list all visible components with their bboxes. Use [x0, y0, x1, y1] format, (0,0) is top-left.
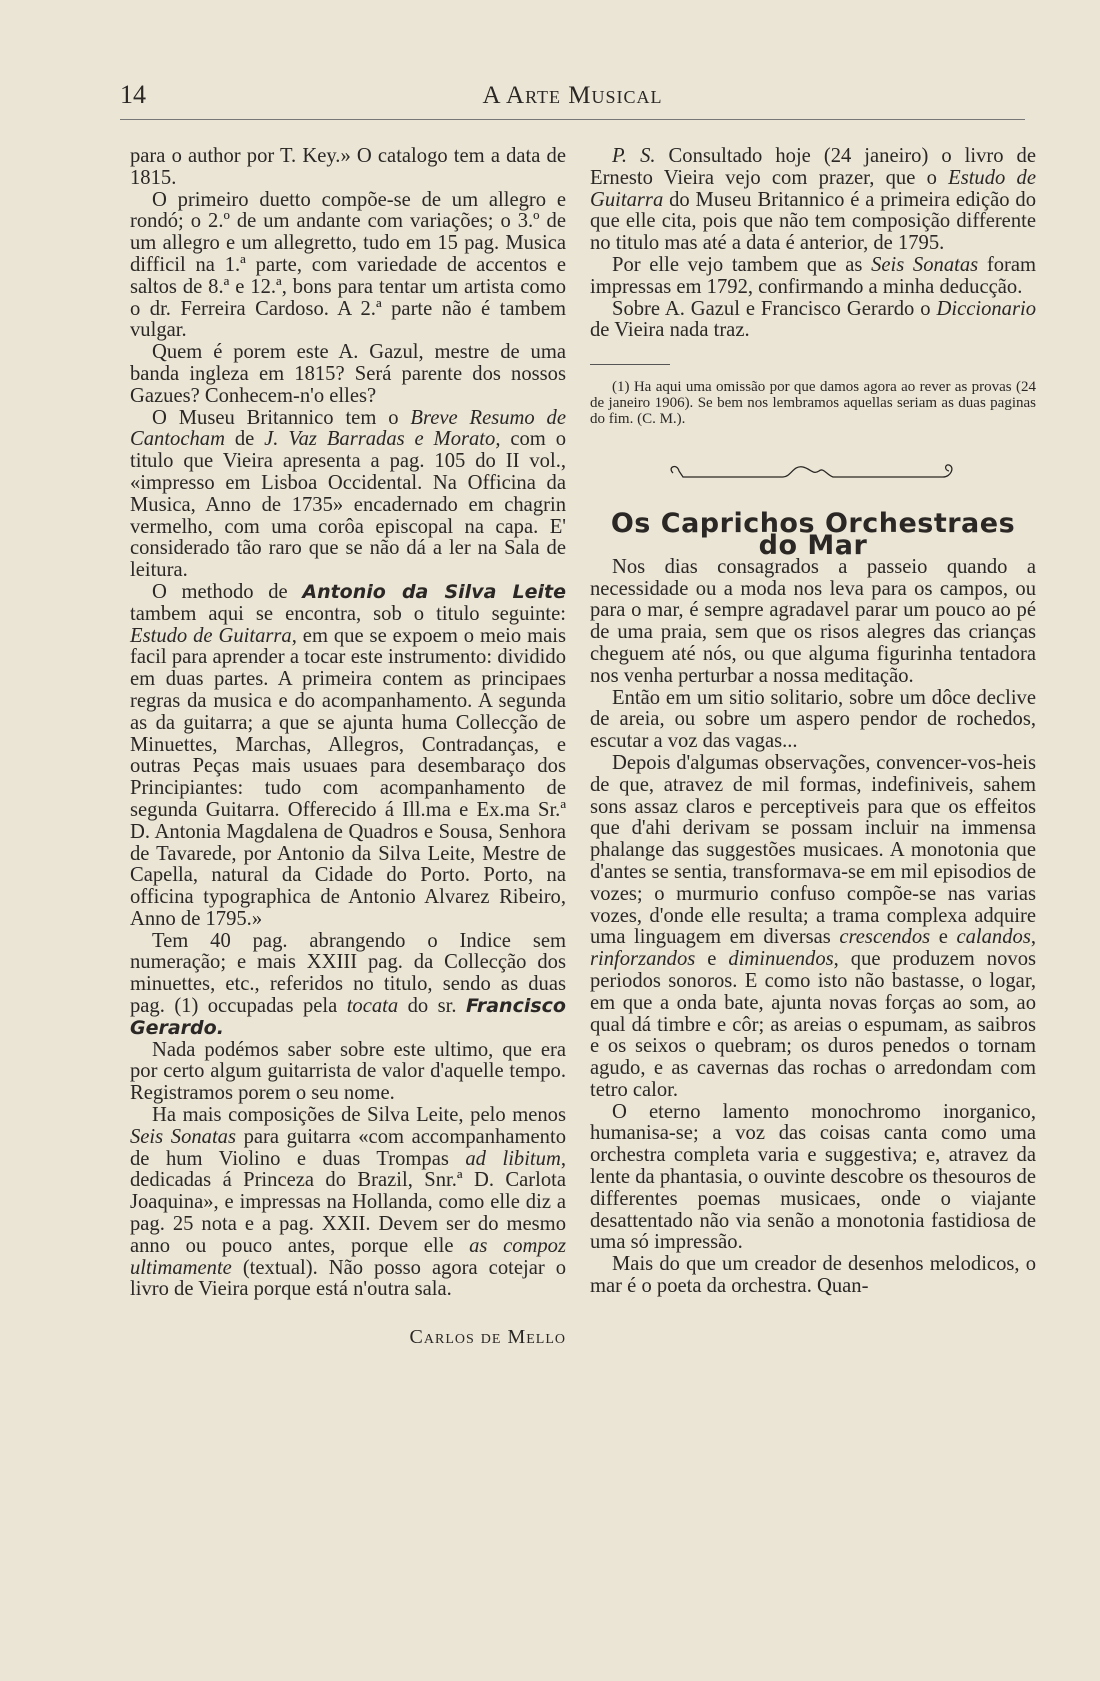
flourish-icon [663, 461, 963, 483]
ornament-divider [590, 461, 1036, 483]
section-title: Os Caprichos Orchestraes do Mar [610, 508, 1016, 561]
paragraph: Mais do que um creador de desenhos melodicos, o mar é o poeta da orchestra. Quan- [590, 1253, 1036, 1298]
paragraph: Tem 40 pag. abrangendo o Indice sem numeração; e mais XXIII pag. da Collecção dos minuettes, etc., referidos no titulo, sendo as duas pag. (1) occupadas pela tocata do sr. Francisco Gerardo. [130, 929, 566, 1039]
paragraph: Depois d'algumas observações, convencer-vos-heis de que, atravez de mil formas, indefiniveis, sahem sons assaz claros e perceptiveis para que os effeitos que d'ahi derivam se possam incluir na immensa phalange das suggestões musicaes. A monotonia que d'antes se sentia, transformava-se em mil episodios de vozes; o murmurio confuso compõe-se nas varias vozes, d'onde elle resulta; a trama complexa adquire uma linguagem em diversas crescendos e calandos, rinforzandos e diminuendos, que produzem novos periodos sonoros. E como isto não bastasse, o logar, em que a onda bate, ajunta novas forças ao som, ao qual dá timbre e côr; as areias o espumam, as saibros e os seixos o quebram; os duros penedos o tornam agudo, e as cavernas das rochas o arredondam com tetro calor. [590, 751, 1037, 1101]
author-signature: Carlos de Mello [409, 1326, 566, 1349]
paragraph: Quem é porem este A. Gazul, mestre de uma banda ingleza em 1815? Será parente dos nossos Gazues? Conhecem-n'o elles? [130, 341, 566, 407]
left-column [130, 146, 566, 1349]
paragraph: Nada podémos saber sobre este ultimo, que era por certo algum guitarrista de valor d'aquelle tempo. Registramos porem o seu nome. [130, 1038, 566, 1105]
paragraph: Por elle vejo tambem que as Seis Sonatas foram impressas em 1792, confirmando a minha deducção. [590, 253, 1037, 298]
footnote: (1) Ha aqui uma omissão por que damos agora ao rever as provas (24 de janeiro 1906). Se bem nos lembramos aquellas seriam as duas paginas do fim. (C. M.). [590, 379, 1036, 428]
paragraph: Então em um sitio solitario, sobre um dôce declive de areia, ou sobre um aspero pendor de rochedos, escutar a voz das vagas... [590, 686, 1036, 753]
paragraph: para o author por T. Key.» O catalogo tem a data de 1815. [130, 145, 566, 189]
footnote-rule [590, 364, 670, 365]
paragraph: O methodo de Antonio da Silva Leite tambem aqui se encontra, sob o titulo seguinte: Estudo de Guitarra, em que se expoem o meio mais facil para aprender a tocar este instrumento: dividido em duas partes. A primeira contem as principaes regras da musica e do acompanhamento. A segunda as da guitarra; a que se ajunta huma Collecção de Minuettes, Marchas, Allegros, Contradanças, e outras Peças mais usuaes para desembaraço dos Principiantes: tudo com acompanhamento de segunda Guitarra. Offerecido á Ill.ma e Ex.ma Sr.ª D. Antonia Magdalena de Quadros e Sousa, Senhora de Tavarede, por Antonio da Silva Leite, Mestre de Capella, natural da Cidade do Porto. Porto, na officina typographica de Antonio Alvarez Ribeiro, Anno de 1795.» [130, 580, 566, 930]
journal-title: A Arte Musical [482, 82, 663, 109]
page-header [120, 80, 1025, 120]
page-number: 14 [120, 80, 146, 109]
postscript: P. S. Consultado hoje (24 janeiro) o livro de Ernesto Vieira vejo com prazer, que o Estudo de Guitarra do Museu Britannico é a primeira edição do que elle cita, pois que não tem composição differente no titulo mas até a data é anterior, de 1795. [590, 145, 1036, 255]
paragraph: Nos dias consagrados a passeio quando a necessidade ou a moda nos leva para os campos, ou para o mar, é sempre agradavel parar um pouco ao pé de uma praia, sem que os risos alegres das crianças cheguem até nós, ou que alguma figurinha tentadora nos venha perturbar a nossa meditação. [590, 555, 1036, 687]
paragraph: Ha mais composições de Silva Leite, pelo menos Seis Sonatas para guitarra «com accompanhamento de hum Violino e duas Trompas ad libitum, dedicadas á Princeza do Brazil, Snr.ª D. Carlota Joaquina», e impressas na Hollanda, como elle diz a pag. 25 nota e a pag. XXII. Devem ser do mesmo anno ou pouco antes, porque elle as compoz ultimamente (textual). Não posso agora cotejar o livro de Vieira porque está n'outra sala. [130, 1104, 566, 1301]
paragraph: O eterno lamento monochromo inorganico, humanisa-se; a voz das coisas canta como uma orchestra completa varia e suggestiva; e, atravez da lente da phantasia, o ouvinte descobre os thesouros de differentes poemas musicaes, onde o viajante desattentado não via senão a monotonia fastidiosa de uma só impressão. [590, 1100, 1036, 1254]
paragraph: O Museu Britannico tem o Breve Resumo de Cantocham de J. Vaz Barradas e Morato, com o titulo que Vieira apresenta a pag. 105 do II vol., «impresso em Lisboa Occidental. Na Officina da Musica, Anno de 1735» encadernado em chagrin vermelho, com uma corôa episcopal na capa. E' considerado tão raro que se não dá a ler na Sala de leitura. [130, 406, 566, 582]
right-column [590, 146, 1036, 1298]
paragraph: O primeiro duetto compõe-se de um allegro e rondó; o 2.º de um andante com variações; o 3.º de um allegro e um allegretto, tudo em 15 pag. Musica difficil na 1.ª parte, com variedade de accentos e saltos de 8.ª e 12.ª, bons para tentar um artista como o dr. Ferreira Cardoso. A 2.ª parte não é tambem vulgar. [130, 188, 566, 342]
paragraph: Sobre A. Gazul e Francisco Gerardo o Diccionario de Vieira nada traz. [590, 297, 1036, 342]
